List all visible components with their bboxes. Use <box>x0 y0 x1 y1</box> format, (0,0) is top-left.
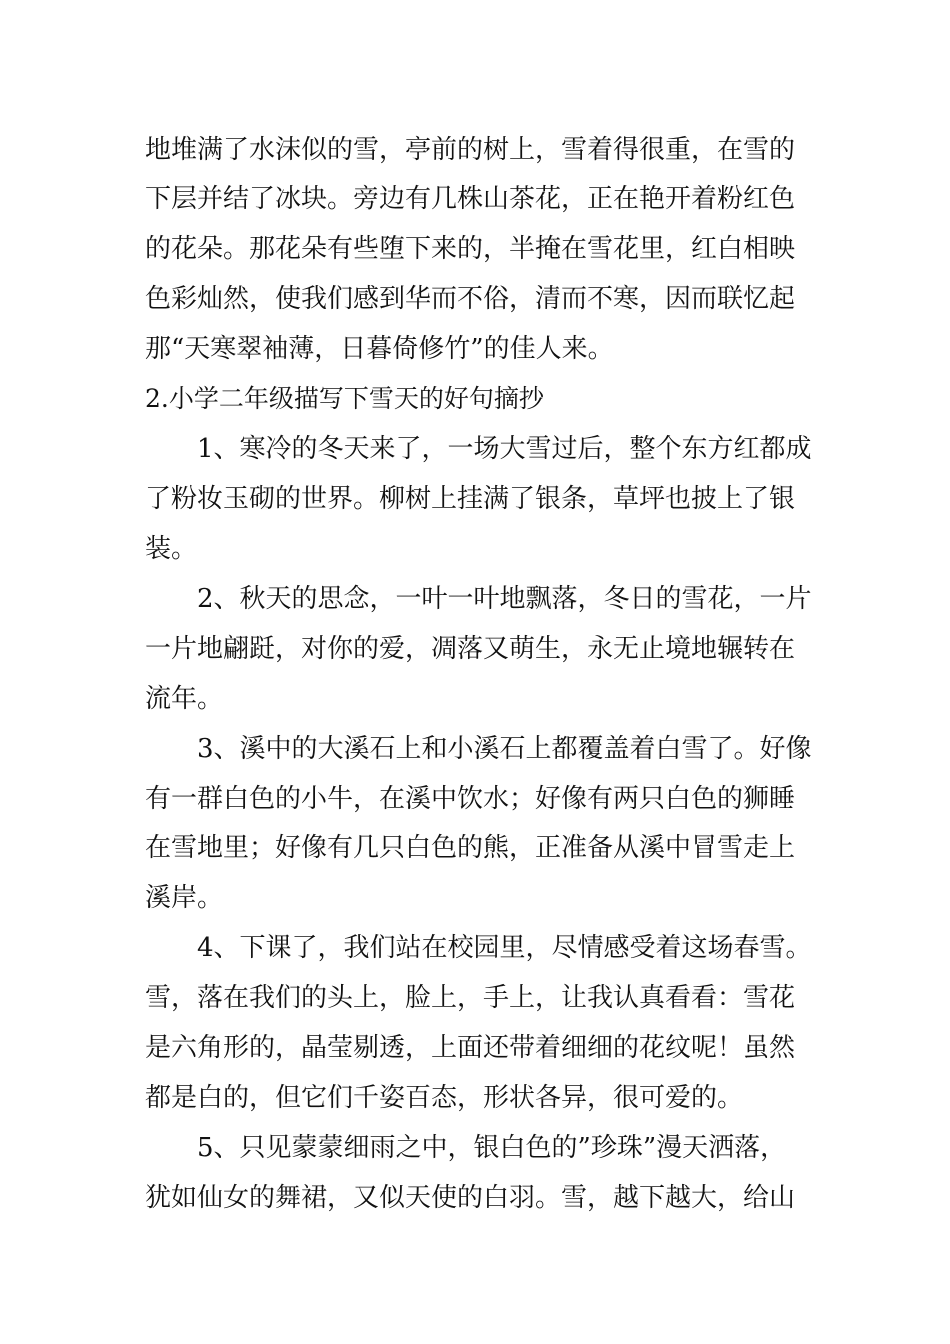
section-heading: 2.小学二年级描写下雪天的好句摘抄 <box>145 384 544 413</box>
paragraph-5-line: 犹如仙女的舞裙，又似天使的白羽。雪，越下越大，给山 <box>145 1183 796 1213</box>
text-line: 地堆满了水沫似的雪，亭前的树上，雪着得很重，在雪的 <box>145 135 796 165</box>
paragraph-2-line: 流年。 <box>145 684 224 714</box>
paragraph-1-line: 装。 <box>145 534 198 564</box>
paragraph-2-line: 一片地翩跹，对你的爱，凋落又萌生，永无止境地辗转在 <box>145 634 796 664</box>
paragraph-3-line: 溪岸。 <box>145 883 224 913</box>
text-line: 那“天寒翠袖薄，日暮倚修竹”的佳人来。 <box>145 334 614 364</box>
paragraph-2-line: 2、秋天的思念，一叶一叶地飘落，冬日的雪花，一片 <box>197 584 812 614</box>
text-line: 的花朵。那花朵有些堕下来的，半掩在雪花里，红白相映 <box>145 234 796 264</box>
paragraph-4-line: 都是白的，但它们千姿百态，形状各异，很可爱的。 <box>145 1083 744 1113</box>
paragraph-4-line: 4、下课了，我们站在校园里，尽情感受着这场春雪。 <box>197 933 812 963</box>
paragraph-3-line: 在雪地里；好像有几只白色的熊，正准备从溪中冒雪走上 <box>145 833 796 863</box>
paragraph-1-line: 了粉妆玉砌的世界。柳树上挂满了银条，草坪也披上了银 <box>145 484 796 514</box>
paragraph-4-line: 雪，落在我们的头上，脸上，手上，让我认真看看：雪花 <box>145 983 796 1013</box>
text-line: 色彩灿然，使我们感到华而不俗，清而不寒，因而联忆起 <box>145 284 796 314</box>
paragraph-4-line: 是六角形的，晶莹剔透，上面还带着细细的花纹呢！虽然 <box>145 1033 796 1063</box>
paragraph-3-line: 3、溪中的大溪石上和小溪石上都覆盖着白雪了。好像 <box>197 734 812 764</box>
text-line: 下层并结了冰块。旁边有几株山茶花，正在艳开着粉红色 <box>145 184 796 214</box>
paragraph-5-line: 5、只见蒙蒙细雨之中，银白色的”珍珠”漫天洒落， <box>197 1133 787 1163</box>
paragraph-1-line: 1、寒冷的冬天来了，一场大雪过后，整个东方红都成 <box>197 434 812 464</box>
paragraph-3-line: 有一群白色的小牛，在溪中饮水；好像有两只白色的狮睡 <box>145 784 796 814</box>
